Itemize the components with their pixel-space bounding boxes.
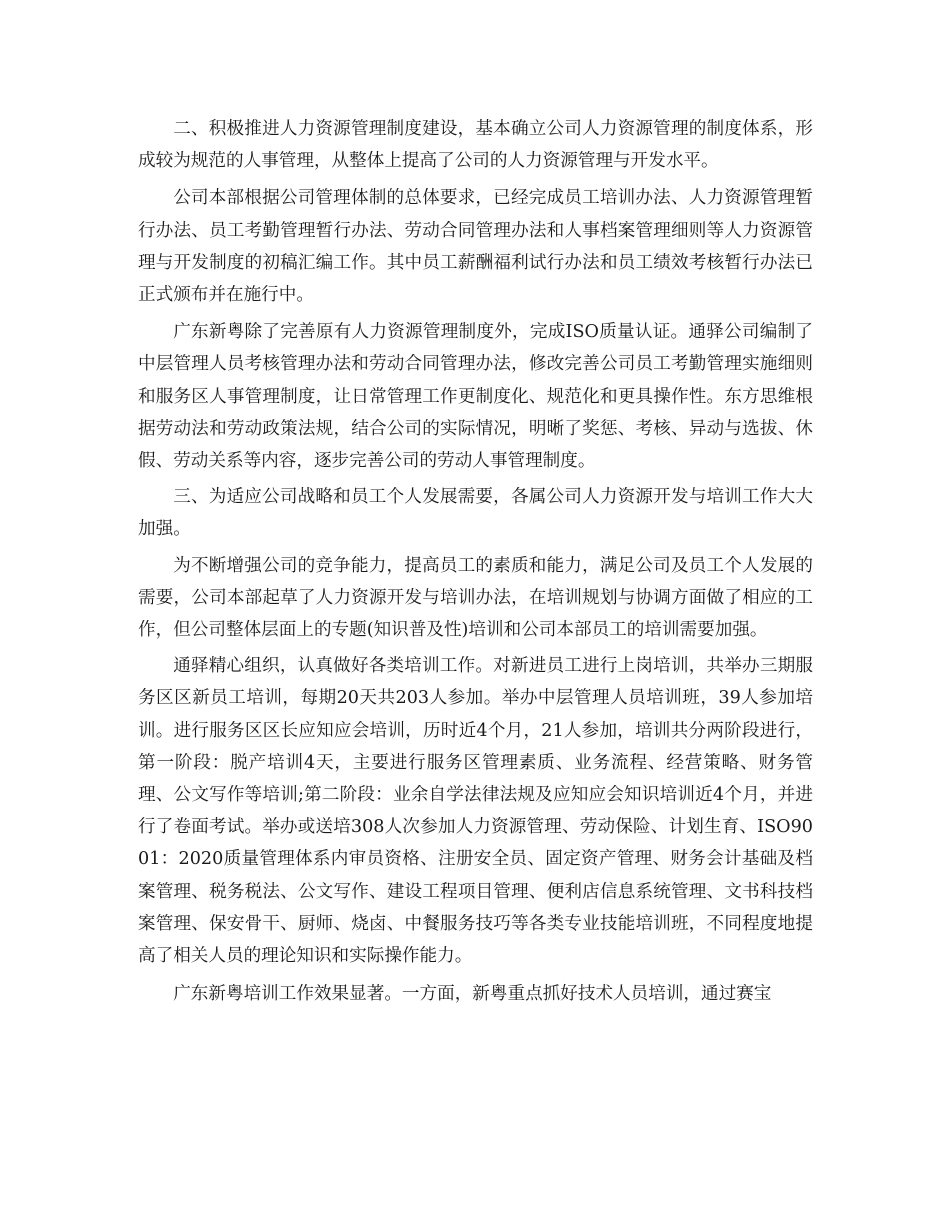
paragraph-5: 为不断增强公司的竞争能力，提高员工的素质和能力，满足公司及员工个人发展的需要，公司本部起草了人力资源开发与培训办法，在培训规划与协调方面做了相应的工作，但公司整体层面上的专题(知识普及性)培训和公司本部员工的培训需要加强。: [138, 555, 813, 641]
document-page: [138, 113, 813, 1010]
paragraph-4: 三、为适应公司战略和员工个人发展需要，各属公司人力资源开发与培训工作大大加强。: [138, 487, 813, 540]
paragraph-1: 二、积极推进人力资源管理制度建设，基本确立公司人力资源管理的制度体系，形成较为规范的人事管理，从整体上提高了公司的人力资源管理与开发水平。: [138, 119, 813, 172]
paragraph-7: 广东新粤培训工作效果显著。一方面，新粤重点抓好技术人员培训，通过赛宝: [173, 984, 772, 1005]
paragraph-3: 广东新粤除了完善原有人力资源管理制度外，完成ISO质量认证。通驿公司编制了中层管理人员考核管理办法和劳动合同管理办法，修改完善公司员工考勤管理实施细则和服务区人事管理制度，让日常管理工作更制度化、规范化和更具操作性。东方思维根据劳动法和劳动政策法规，结合公司的实际情况，明晰了奖惩、考核、异动与选拔、休假、劳动关系等内容，逐步完善公司的劳动人事管理制度。: [138, 322, 813, 472]
paragraph-2: 公司本部根据公司管理体制的总体要求，已经完成员工培训办法、人力资源管理暂行办法、员工考勤管理暂行办法、劳动合同管理办法和人事档案管理细则等人力资源管理与开发制度的初稿汇编工作。其中员工薪酬福利试行办法和员工绩效考核暂行办法已正式颁布并在施行中。: [138, 188, 813, 306]
paragraph-6: 通驿精心组织，认真做好各类培训工作。对新进员工进行上岗培训，共举办三期服务区区新员工培训，每期20天共203人参加。举办中层管理人员培训班，39人参加培训。进行服务区区长应知应会培训，历时近4个月，21人参加，培训共分两阶段进行，第一阶段：脱产培训4天，主要进行服务区管理素质、业务流程、经营策略、财务管理、公文写作等培训;第二阶段：业余自学法律法规及应知应会知识培训近4个月，并进行了卷面考试。举办或送培308人次参加人力资源管理、劳动保险、计划生育、ISO9001：2020质量管理体系内审员资格、注册安全员、固定资产管理、财务会计基础及档案管理、税务税法、公文写作、建设工程项目管理、便利店信息系统管理、文书科技档案管理、保安骨干、厨师、烧卤、中餐服务技巧等各类专业技能培训班，不同程度地提高了相关人员的理论知识和实际操作能力。: [138, 656, 813, 967]
